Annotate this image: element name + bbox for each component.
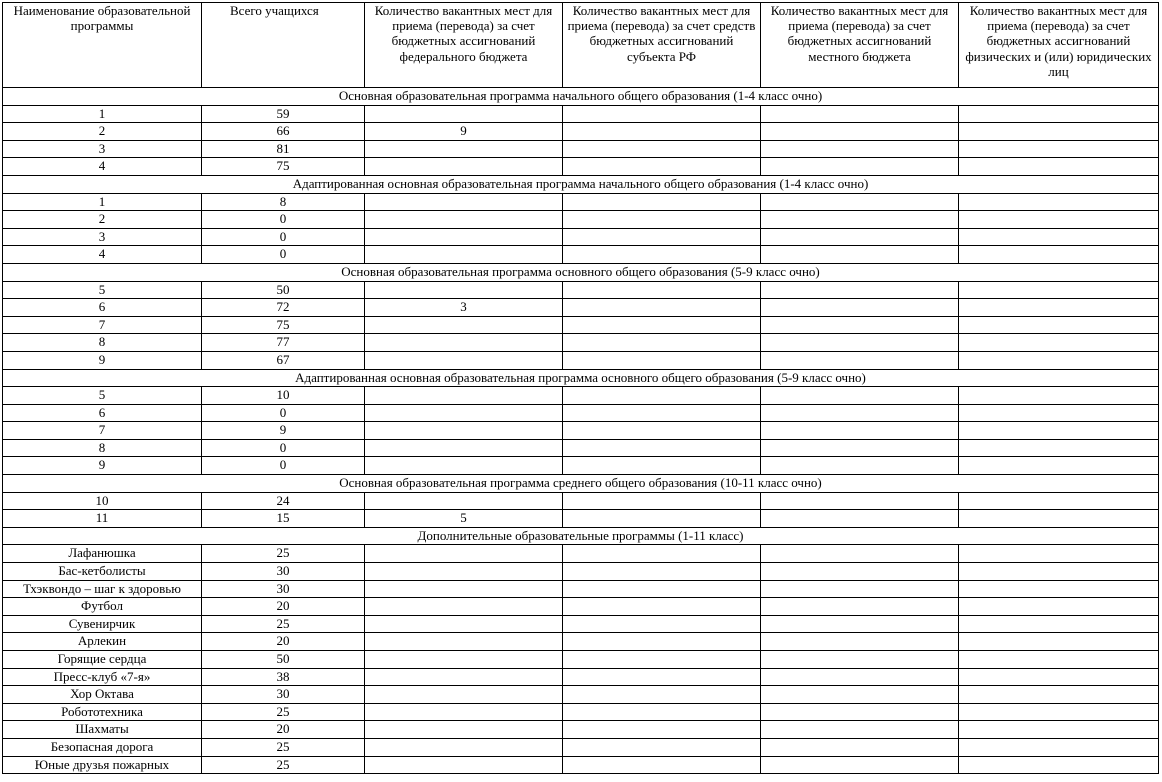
cell-program: 2 [3,123,202,141]
section-title: Основная образовательная программа начального общего образования (1-4 класс очно) [3,88,1159,106]
cell-total: 20 [202,598,365,616]
header-regional-budget: Количество вакантных мест для приема (перевода) за счет средств бюджетных ассигнований субъекта РФ [563,3,761,88]
cell-total: 20 [202,633,365,651]
cell-total: 77 [202,334,365,352]
cell-regional [563,756,761,774]
cell-regional [563,545,761,563]
cell-federal [365,738,563,756]
cell-total: 25 [202,756,365,774]
cell-paid [959,756,1159,774]
cell-program: 7 [3,316,202,334]
cell-total: 50 [202,281,365,299]
cell-paid [959,158,1159,176]
header-program-name: Наименование образовательной программы [3,3,202,88]
cell-total: 20 [202,721,365,739]
cell-federal [365,686,563,704]
section-title: Адаптированная основная образовательная программа начального общего образования (1-4 класс очно) [3,175,1159,193]
cell-regional [563,738,761,756]
table-row [3,299,1159,317]
cell-program: 4 [3,158,202,176]
cell-federal [365,721,563,739]
cell-program: Лафанюшка [3,545,202,563]
cell-paid [959,228,1159,246]
cell-total: 81 [202,140,365,158]
header-local-budget: Количество вакантных мест для приема (перевода) за счет бюджетных ассигнований местного бюджета [761,3,959,88]
table-row [3,510,1159,528]
table-row [3,404,1159,422]
cell-regional [563,158,761,176]
cell-program: 11 [3,510,202,528]
cell-local [761,404,959,422]
cell-local [761,651,959,669]
cell-program: 5 [3,281,202,299]
cell-paid [959,721,1159,739]
table-row [3,598,1159,616]
cell-local [761,123,959,141]
cell-program: 5 [3,387,202,405]
cell-total: 0 [202,439,365,457]
cell-total: 25 [202,738,365,756]
cell-total: 15 [202,510,365,528]
section-row [3,175,1159,193]
cell-local [761,246,959,264]
cell-federal [365,598,563,616]
table-row [3,651,1159,669]
table-row [3,228,1159,246]
cell-total: 38 [202,668,365,686]
cell-federal [365,140,563,158]
table-row [3,105,1159,123]
cell-regional [563,299,761,317]
cell-federal [365,404,563,422]
cell-federal [365,615,563,633]
cell-paid [959,246,1159,264]
table-row [3,721,1159,739]
cell-paid [959,193,1159,211]
cell-local [761,703,959,721]
cell-federal [365,228,563,246]
cell-local [761,738,959,756]
cell-local [761,228,959,246]
cell-regional [563,598,761,616]
cell-local [761,580,959,598]
cell-local [761,686,959,704]
cell-local [761,299,959,317]
cell-total: 0 [202,404,365,422]
cell-program: 6 [3,404,202,422]
cell-program: 1 [3,105,202,123]
cell-regional [563,211,761,229]
cell-federal [365,211,563,229]
cell-regional [563,140,761,158]
cell-local [761,598,959,616]
cell-paid [959,633,1159,651]
table-row [3,123,1159,141]
cell-regional [563,563,761,581]
section-title: Основная образовательная программа среднего общего образования (10-11 класс очно) [3,475,1159,493]
table-row [3,158,1159,176]
table-row [3,703,1159,721]
table-row [3,686,1159,704]
vacancy-table [2,2,1159,774]
cell-total: 0 [202,228,365,246]
cell-program: 10 [3,492,202,510]
cell-federal [365,580,563,598]
section-title: Адаптированная основная образовательная программа основного общего образования (5-9 класс очно) [3,369,1159,387]
cell-local [761,563,959,581]
cell-program: 7 [3,422,202,440]
document-page [2,2,1159,774]
cell-paid [959,404,1159,422]
cell-paid [959,580,1159,598]
cell-local [761,351,959,369]
section-row [3,88,1159,106]
cell-federal [365,316,563,334]
cell-regional [563,686,761,704]
cell-program: Футбол [3,598,202,616]
cell-regional [563,281,761,299]
cell-paid [959,668,1159,686]
cell-regional [563,721,761,739]
table-row [3,281,1159,299]
cell-regional [563,351,761,369]
cell-regional [563,651,761,669]
cell-paid [959,457,1159,475]
cell-total: 10 [202,387,365,405]
cell-local [761,457,959,475]
cell-federal [365,422,563,440]
cell-regional [563,422,761,440]
cell-local [761,281,959,299]
cell-local [761,545,959,563]
table-row [3,316,1159,334]
table-row [3,668,1159,686]
cell-regional [563,316,761,334]
cell-paid [959,686,1159,704]
cell-total: 66 [202,123,365,141]
header-federal-budget: Количество вакантных мест для приема (перевода) за счет бюджетных ассигнований федерального бюджета [365,3,563,88]
cell-federal [365,633,563,651]
cell-paid [959,563,1159,581]
table-row [3,457,1159,475]
cell-paid [959,738,1159,756]
cell-program: 9 [3,457,202,475]
cell-regional [563,334,761,352]
cell-federal: 5 [365,510,563,528]
table-body [3,88,1159,774]
cell-paid [959,439,1159,457]
cell-paid [959,492,1159,510]
cell-total: 75 [202,316,365,334]
cell-regional [563,105,761,123]
cell-regional [563,492,761,510]
cell-federal [365,387,563,405]
cell-regional [563,439,761,457]
cell-regional [563,387,761,405]
cell-federal [365,492,563,510]
cell-federal [365,158,563,176]
cell-local [761,721,959,739]
cell-local [761,387,959,405]
cell-total: 9 [202,422,365,440]
cell-program: 8 [3,439,202,457]
cell-paid [959,651,1159,669]
section-title: Дополнительные образовательные программы (1-11 класс) [3,527,1159,545]
cell-federal: 9 [365,123,563,141]
cell-paid [959,615,1159,633]
cell-paid [959,334,1159,352]
cell-total: 24 [202,492,365,510]
cell-program: Арлекин [3,633,202,651]
table-header-row [3,3,1159,88]
cell-regional [563,123,761,141]
cell-local [761,633,959,651]
cell-total: 67 [202,351,365,369]
cell-federal [365,563,563,581]
table-row [3,738,1159,756]
cell-paid [959,703,1159,721]
cell-local [761,756,959,774]
section-row [3,369,1159,387]
cell-local [761,193,959,211]
cell-regional [563,246,761,264]
cell-paid [959,299,1159,317]
table-row [3,246,1159,264]
cell-program: 2 [3,211,202,229]
table-row [3,563,1159,581]
cell-federal [365,668,563,686]
cell-regional [563,703,761,721]
cell-program: Шахматы [3,721,202,739]
cell-paid [959,105,1159,123]
table-row [3,439,1159,457]
cell-total: 50 [202,651,365,669]
cell-paid [959,140,1159,158]
header-total-students: Всего учащихся [202,3,365,88]
table-row [3,633,1159,651]
cell-federal [365,281,563,299]
cell-program: 3 [3,228,202,246]
cell-federal [365,193,563,211]
table-row [3,615,1159,633]
cell-total: 25 [202,545,365,563]
cell-program: 8 [3,334,202,352]
cell-federal: 3 [365,299,563,317]
cell-total: 30 [202,563,365,581]
cell-paid [959,281,1159,299]
table-row [3,351,1159,369]
cell-federal [365,351,563,369]
cell-regional [563,633,761,651]
cell-program: Хор Октава [3,686,202,704]
cell-total: 25 [202,703,365,721]
cell-local [761,422,959,440]
table-row [3,140,1159,158]
section-row [3,263,1159,281]
cell-paid [959,123,1159,141]
cell-total: 0 [202,246,365,264]
table-row [3,193,1159,211]
cell-federal [365,756,563,774]
cell-program: Безопасная дорога [3,738,202,756]
cell-regional [563,228,761,246]
cell-regional [563,510,761,528]
cell-program: 3 [3,140,202,158]
cell-program: Юные друзья пожарных [3,756,202,774]
cell-regional [563,668,761,686]
cell-program: Бас-кетболисты [3,563,202,581]
cell-local [761,668,959,686]
table-row [3,492,1159,510]
cell-paid [959,211,1159,229]
cell-program: 4 [3,246,202,264]
cell-regional [563,457,761,475]
section-row [3,527,1159,545]
cell-local [761,316,959,334]
cell-paid [959,598,1159,616]
table-row [3,211,1159,229]
cell-program: 9 [3,351,202,369]
header-paid-places: Количество вакантных мест для приема (перевода) за счет бюджетных ассигнований физических и (или) юридических лиц [959,3,1159,88]
cell-total: 75 [202,158,365,176]
cell-regional [563,193,761,211]
cell-paid [959,387,1159,405]
cell-local [761,140,959,158]
cell-federal [365,439,563,457]
cell-federal [365,545,563,563]
cell-total: 0 [202,457,365,475]
cell-program: 1 [3,193,202,211]
cell-total: 30 [202,686,365,704]
cell-local [761,439,959,457]
cell-program: Сувенирчик [3,615,202,633]
table-row [3,422,1159,440]
cell-total: 30 [202,580,365,598]
cell-federal [365,246,563,264]
cell-program: Пресс-клуб «7-я» [3,668,202,686]
cell-paid [959,510,1159,528]
cell-program: Тхэквондо – шаг к здоровью [3,580,202,598]
cell-total: 72 [202,299,365,317]
section-title: Основная образовательная программа основного общего образования (5-9 класс очно) [3,263,1159,281]
cell-local [761,211,959,229]
cell-local [761,334,959,352]
cell-total: 0 [202,211,365,229]
cell-local [761,158,959,176]
table-row [3,334,1159,352]
cell-local [761,510,959,528]
cell-total: 8 [202,193,365,211]
cell-regional [563,615,761,633]
section-row [3,475,1159,493]
cell-local [761,105,959,123]
cell-federal [365,651,563,669]
cell-program: 6 [3,299,202,317]
cell-total: 59 [202,105,365,123]
cell-paid [959,351,1159,369]
cell-paid [959,545,1159,563]
cell-regional [563,580,761,598]
cell-paid [959,422,1159,440]
table-row [3,756,1159,774]
table-row [3,545,1159,563]
cell-federal [365,105,563,123]
cell-local [761,492,959,510]
cell-federal [365,457,563,475]
table-row [3,387,1159,405]
cell-total: 25 [202,615,365,633]
cell-federal [365,703,563,721]
cell-federal [365,334,563,352]
cell-paid [959,316,1159,334]
cell-program: Горящие сердца [3,651,202,669]
cell-local [761,615,959,633]
cell-regional [563,404,761,422]
table-row [3,580,1159,598]
cell-program: Робототехника [3,703,202,721]
